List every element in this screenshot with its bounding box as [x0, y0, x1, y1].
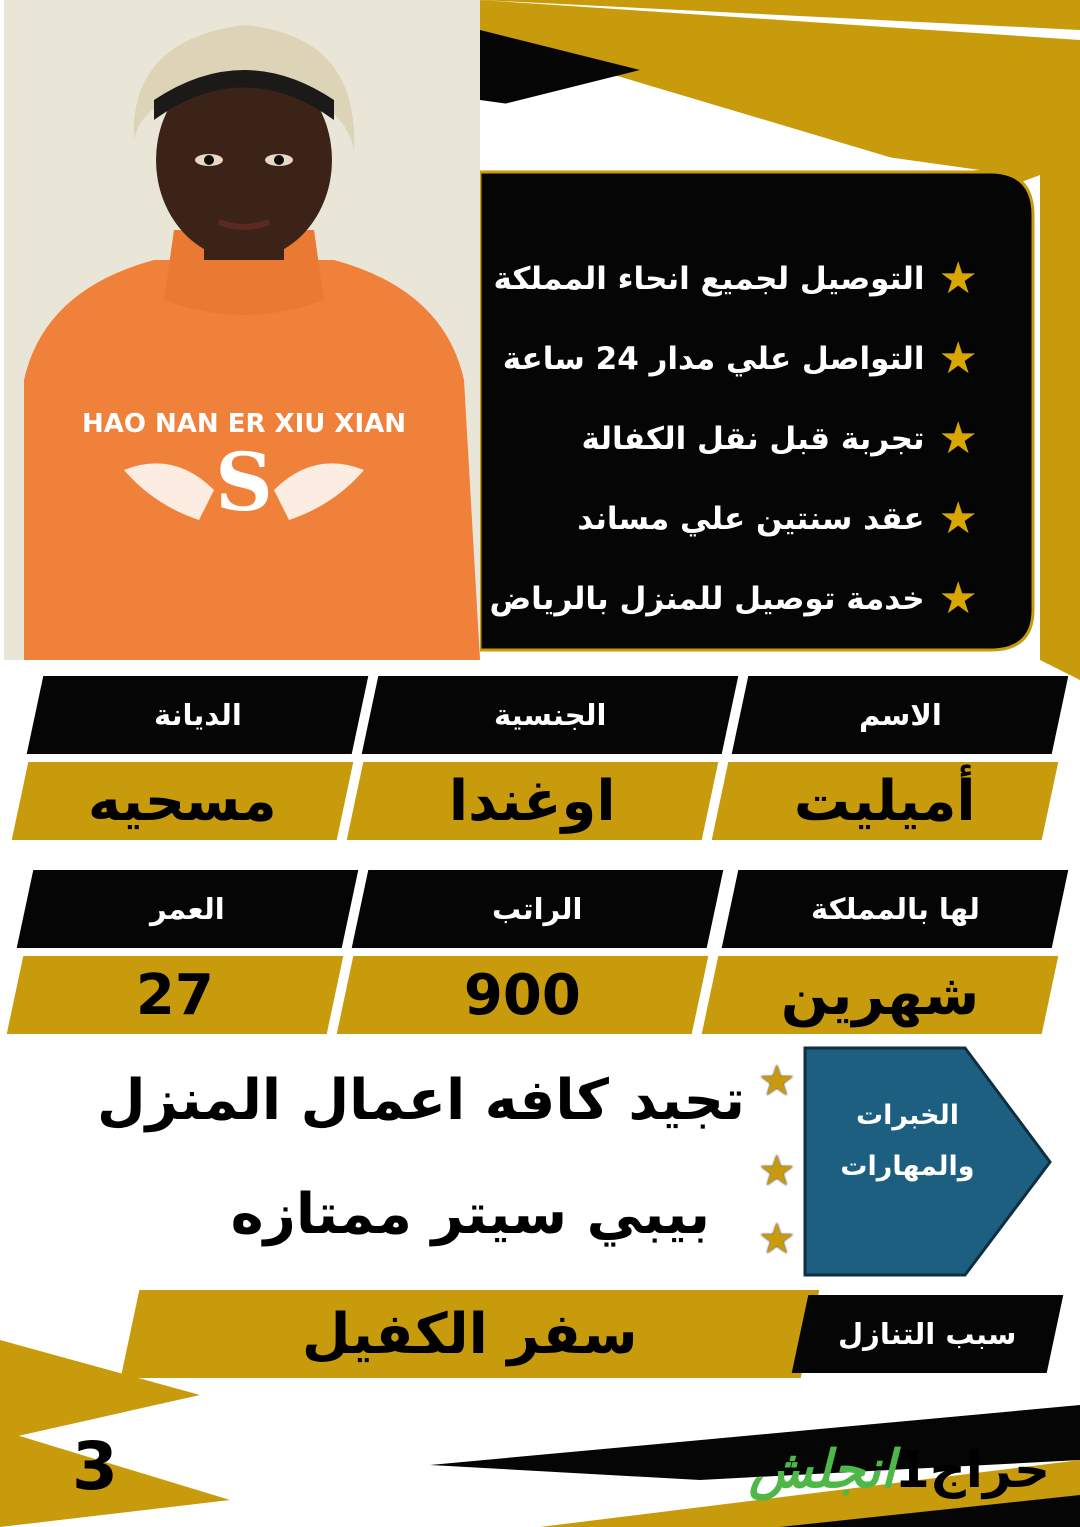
experience-label: [815, 1090, 1000, 1193]
perk-text: التوصيل لجميع انحاء المملكة: [493, 261, 925, 297]
transfer-reason-value: سفر الكفيل: [121, 1290, 820, 1378]
perk-item: [577, 493, 978, 544]
page-number: 3: [72, 1428, 118, 1505]
religion-value: مسحيه: [12, 762, 354, 840]
salary-value: 900: [337, 956, 709, 1034]
transfer-reason-label: سبب التنازل: [792, 1295, 1064, 1373]
age-value: 27: [7, 956, 344, 1034]
perk-text: خدمة توصيل للمنزل بالرياض: [489, 581, 925, 617]
nationality-label: الجنسية: [362, 676, 739, 754]
star-icon: ★: [938, 493, 978, 544]
skill-item: تجيد كافه اعمال المنزل: [97, 1068, 745, 1133]
star-icon: ★: [938, 413, 978, 464]
perk-item: [581, 413, 978, 464]
skill-item: بيبي سيتر ممتازه: [230, 1182, 710, 1247]
perk-text: التواصل علي مدار 24 ساعة: [502, 341, 925, 377]
religion-label: الديانة: [27, 676, 369, 754]
name-label: الاسم: [732, 676, 1069, 754]
time-in-kingdom-label: لها بالمملكة: [722, 870, 1069, 948]
time-in-kingdom-value: شهرين: [702, 956, 1059, 1034]
nationality-value: اوغندا: [347, 762, 719, 840]
star-icon: ★: [758, 1214, 796, 1263]
star-icon: ★: [938, 333, 978, 384]
star-icon: ★: [758, 1056, 796, 1105]
name-value: أميليت: [712, 762, 1059, 840]
star-icon: ★: [938, 573, 978, 624]
portrait-illustration: [4, 0, 480, 660]
brand-part1: حراج1: [894, 1441, 1050, 1499]
worker-photo: [4, 0, 480, 660]
experience-label-line1: الخبرات: [855, 1100, 960, 1131]
age-label: العمر: [17, 870, 359, 948]
perk-item: [502, 333, 978, 384]
perk-item: [493, 253, 978, 304]
perk-text: تجربة قبل نقل الكفالة: [581, 421, 925, 457]
perk-text: عقد سنتين علي مساند: [577, 501, 925, 537]
brand-logo: [749, 1440, 1050, 1500]
star-icon: ★: [938, 253, 978, 304]
svg-text:S: S: [215, 435, 273, 529]
svg-text:HAO NAN ER XIU XIAN: HAO NAN ER XIU XIAN: [81, 409, 407, 439]
perk-item: [489, 573, 978, 624]
star-icon: ★: [758, 1146, 796, 1195]
brand-part2: انجلش: [748, 1440, 895, 1500]
experience-label-line2: والمهارات: [840, 1151, 975, 1183]
perks-panel: [480, 172, 1033, 650]
salary-label: الراتب: [352, 870, 724, 948]
